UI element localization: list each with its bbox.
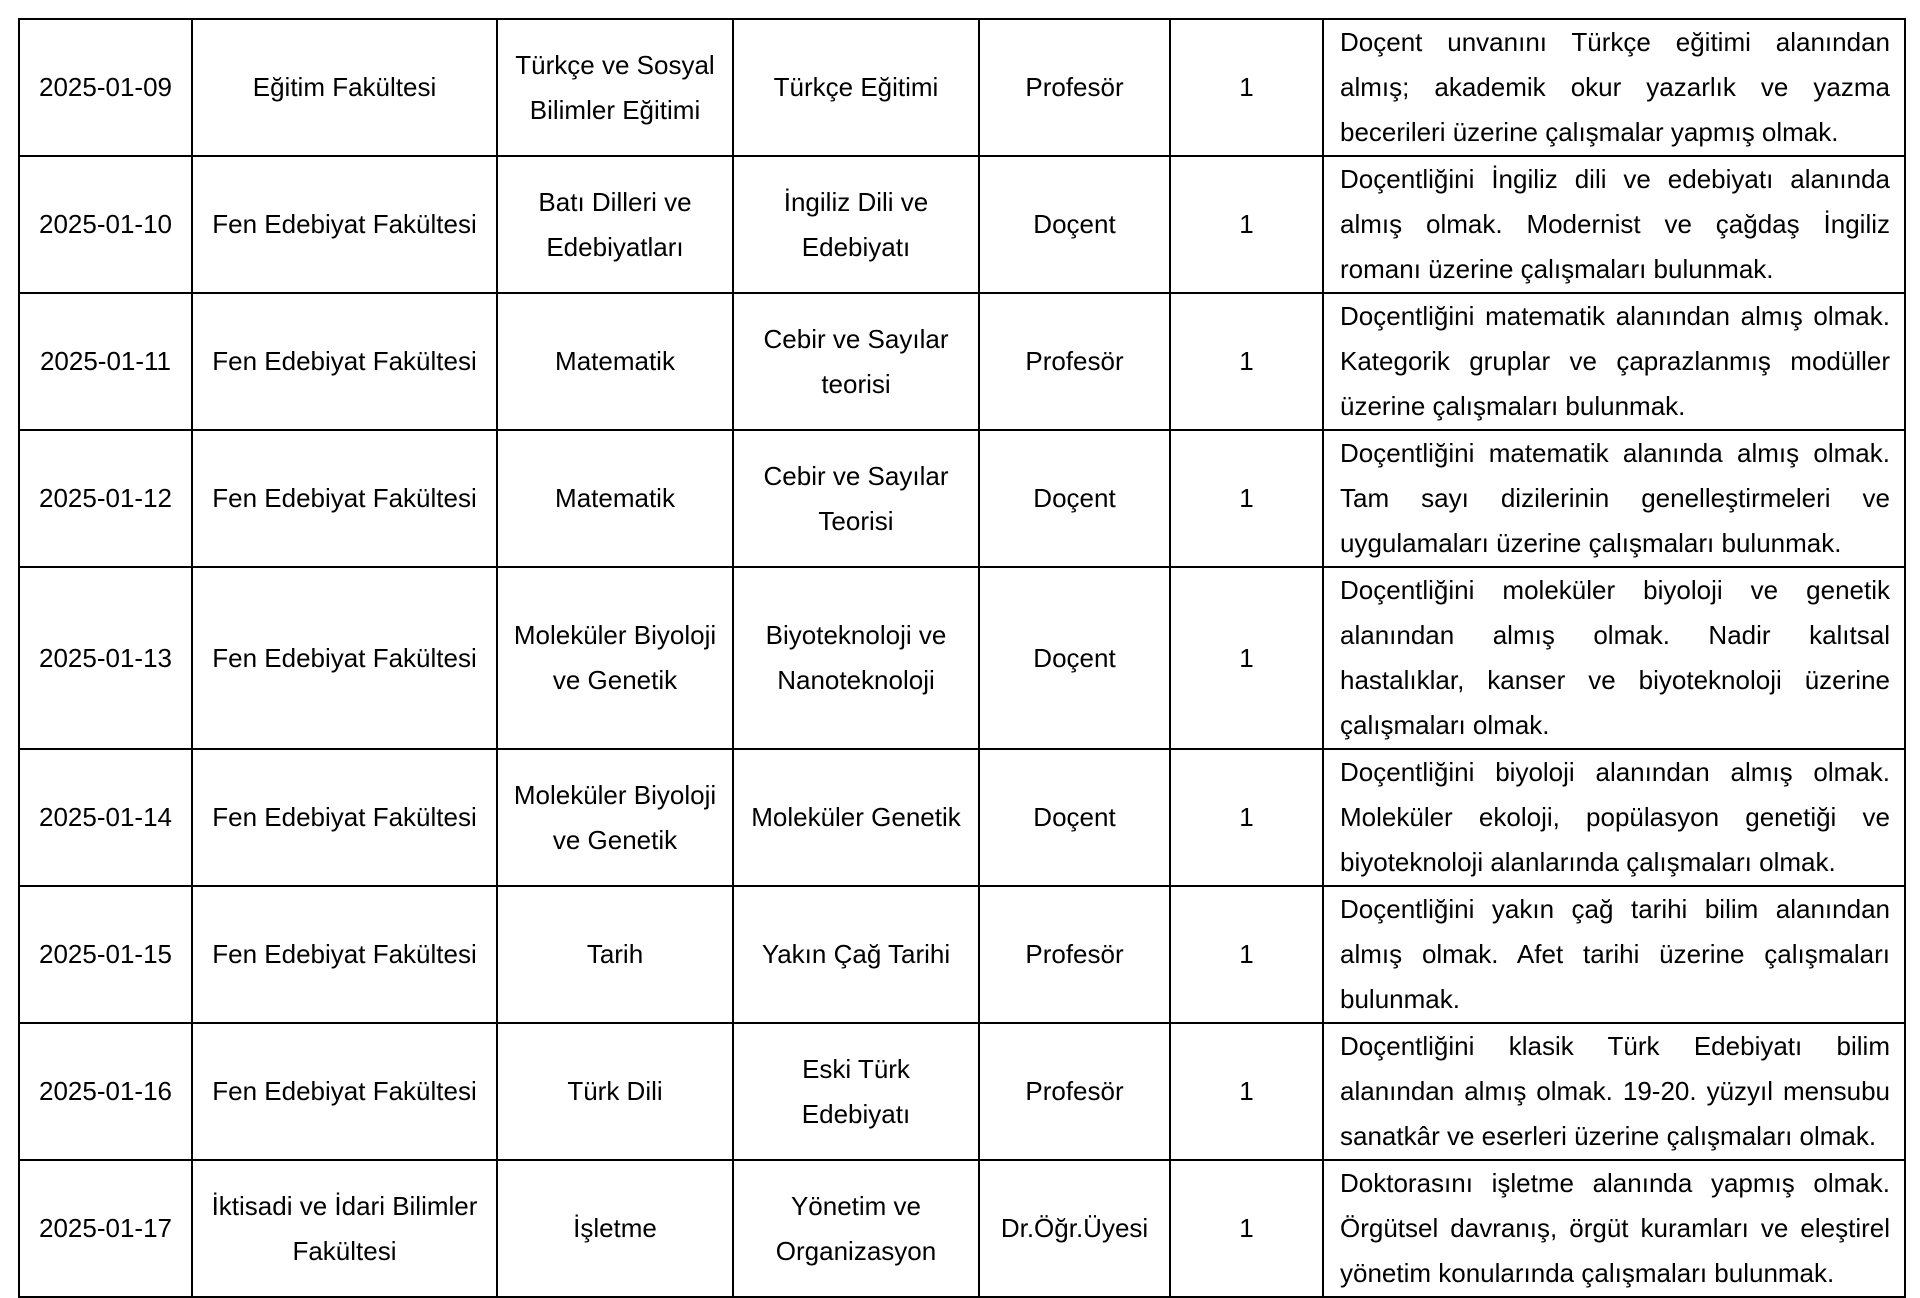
count-cell: 1 <box>1170 19 1323 156</box>
description-cell: Doçentliğini İngiliz dili ve edebiyatı alanında almış olmak. Modernist ve çağdaş İngiliz romanı üzerine çalışmaları bulunmak. <box>1323 156 1905 293</box>
date-cell: 2025-01-10 <box>19 156 192 293</box>
faculty-cell: Fen Edebiyat Fakültesi <box>192 1023 497 1160</box>
description-cell: Doktorasını işletme alanında yapmış olmak. Örgütsel davranış, örgüt kuramları ve eleştirel yönetim konularında çalışmaları bulunmak. <box>1323 1160 1905 1297</box>
department-cell: Moleküler Biyoloji ve Genetik <box>497 567 733 749</box>
department-cell: Moleküler Biyoloji ve Genetik <box>497 749 733 886</box>
table-row <box>19 156 1905 293</box>
field-cell: Türkçe Eğitimi <box>733 19 979 156</box>
field-cell: Cebir ve Sayılar Teorisi <box>733 430 979 567</box>
date-cell: 2025-01-12 <box>19 430 192 567</box>
field-cell: Yakın Çağ Tarihi <box>733 886 979 1023</box>
description-cell: Doçentliğini yakın çağ tarihi bilim alanından almış olmak. Afet tarihi üzerine çalışmaları bulunmak. <box>1323 886 1905 1023</box>
date-cell: 2025-01-14 <box>19 749 192 886</box>
count-cell: 1 <box>1170 749 1323 886</box>
field-cell: Biyoteknoloji ve Nanoteknoloji <box>733 567 979 749</box>
title-cell: Profesör <box>979 19 1170 156</box>
count-cell: 1 <box>1170 293 1323 430</box>
department-cell: Türk Dili <box>497 1023 733 1160</box>
count-cell: 1 <box>1170 430 1323 567</box>
count-cell: 1 <box>1170 886 1323 1023</box>
field-cell: Yönetim ve Organizasyon <box>733 1160 979 1297</box>
table-row <box>19 293 1905 430</box>
date-cell: 2025-01-13 <box>19 567 192 749</box>
department-cell: Matematik <box>497 430 733 567</box>
faculty-cell: Fen Edebiyat Fakültesi <box>192 293 497 430</box>
date-cell: 2025-01-15 <box>19 886 192 1023</box>
faculty-cell: İktisadi ve İdari Bilimler Fakültesi <box>192 1160 497 1297</box>
date-cell: 2025-01-11 <box>19 293 192 430</box>
count-cell: 1 <box>1170 1160 1323 1297</box>
table-row <box>19 430 1905 567</box>
positions-table <box>18 18 1906 1298</box>
department-cell: İşletme <box>497 1160 733 1297</box>
table-row <box>19 749 1905 886</box>
table-row <box>19 1023 1905 1160</box>
faculty-cell: Fen Edebiyat Fakültesi <box>192 567 497 749</box>
table-row <box>19 567 1905 749</box>
table-row <box>19 886 1905 1023</box>
faculty-cell: Eğitim Fakültesi <box>192 19 497 156</box>
count-cell: 1 <box>1170 1023 1323 1160</box>
count-cell: 1 <box>1170 567 1323 749</box>
description-cell: Doçentliğini matematik alanından almış olmak. Kategorik gruplar ve çaprazlanmış modüller üzerine çalışmaları bulunmak. <box>1323 293 1905 430</box>
date-cell: 2025-01-09 <box>19 19 192 156</box>
title-cell: Doçent <box>979 156 1170 293</box>
title-cell: Profesör <box>979 886 1170 1023</box>
description-cell: Doçentliğini moleküler biyoloji ve genetik alanından almış olmak. Nadir kalıtsal hastalıklar, kanser ve biyoteknoloji üzerine çalışmaları olmak. <box>1323 567 1905 749</box>
table-row <box>19 1160 1905 1297</box>
faculty-cell: Fen Edebiyat Fakültesi <box>192 886 497 1023</box>
field-cell: Eski Türk Edebiyatı <box>733 1023 979 1160</box>
field-cell: Moleküler Genetik <box>733 749 979 886</box>
description-cell: Doçentliğini matematik alanında almış olmak. Tam sayı dizilerinin genelleştirmeleri ve uygulamaları üzerine çalışmaları bulunmak. <box>1323 430 1905 567</box>
title-cell: Profesör <box>979 293 1170 430</box>
faculty-cell: Fen Edebiyat Fakültesi <box>192 749 497 886</box>
title-cell: Doçent <box>979 567 1170 749</box>
description-cell: Doçent unvanını Türkçe eğitimi alanından almış; akademik okur yazarlık ve yazma becerileri üzerine çalışmalar yapmış olmak. <box>1323 19 1905 156</box>
department-cell: Türkçe ve Sosyal Bilimler Eğitimi <box>497 19 733 156</box>
description-cell: Doçentliğini klasik Türk Edebiyatı bilim alanından almış olmak. 19-20. yüzyıl mensubu sanatkâr ve eserleri üzerine çalışmaları olmak. <box>1323 1023 1905 1160</box>
date-cell: 2025-01-17 <box>19 1160 192 1297</box>
title-cell: Profesör <box>979 1023 1170 1160</box>
department-cell: Tarih <box>497 886 733 1023</box>
table-row <box>19 19 1905 156</box>
faculty-cell: Fen Edebiyat Fakültesi <box>192 156 497 293</box>
department-cell: Matematik <box>497 293 733 430</box>
faculty-cell: Fen Edebiyat Fakültesi <box>192 430 497 567</box>
title-cell: Doçent <box>979 430 1170 567</box>
date-cell: 2025-01-16 <box>19 1023 192 1160</box>
count-cell: 1 <box>1170 156 1323 293</box>
title-cell: Doçent <box>979 749 1170 886</box>
department-cell: Batı Dilleri ve Edebiyatları <box>497 156 733 293</box>
description-cell: Doçentliğini biyoloji alanından almış olmak. Moleküler ekoloji, popülasyon genetiği ve biyoteknoloji alanlarında çalışmaları olmak. <box>1323 749 1905 886</box>
field-cell: Cebir ve Sayılar teorisi <box>733 293 979 430</box>
field-cell: İngiliz Dili ve Edebiyatı <box>733 156 979 293</box>
title-cell: Dr.Öğr.Üyesi <box>979 1160 1170 1297</box>
